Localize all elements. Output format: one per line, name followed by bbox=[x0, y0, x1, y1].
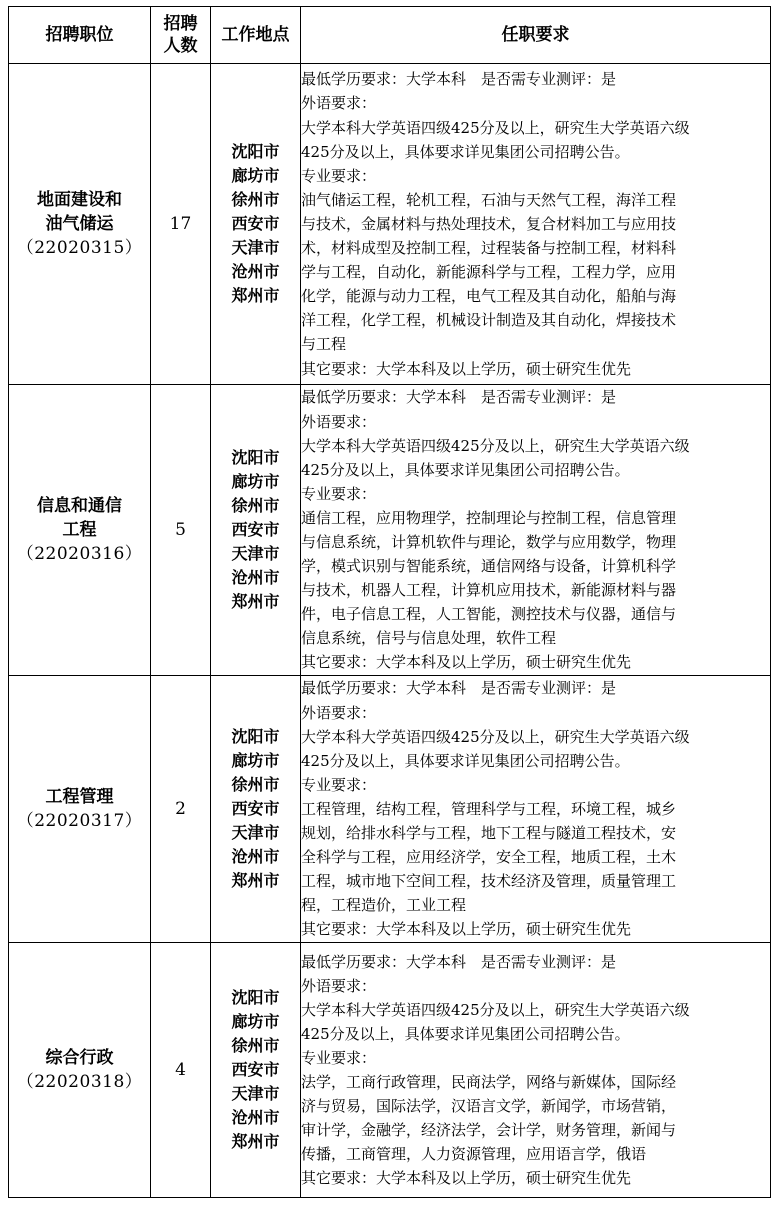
location-cell bbox=[211, 385, 301, 676]
location-item: 天津市 bbox=[231, 1084, 280, 1103]
req-line: 外语要求： bbox=[301, 703, 377, 722]
req-line: 程，工程造价，工业工程 bbox=[301, 896, 467, 915]
req-line: 审计学，金融学，经济法学，会计学，财务管理，新闻与 bbox=[301, 1121, 677, 1140]
req-line: 洋工程，化学工程，机械设计制造及其自动化，焊接技术 bbox=[301, 311, 677, 330]
req-line: 最低学历要求：大学本科 是否需专业测评：是 bbox=[301, 679, 617, 698]
req-line: 425分及以上，具体要求详见集团公司招聘公告。 bbox=[301, 460, 630, 479]
req-line: 其它要求：大学本科及以上学历，硕士研究生优先 bbox=[301, 359, 632, 378]
location-item: 西安市 bbox=[231, 1060, 280, 1079]
position-cell bbox=[9, 64, 151, 385]
location-cell bbox=[211, 943, 301, 1198]
headcount-cell: 2 bbox=[151, 676, 211, 943]
location-item: 廊坊市 bbox=[231, 166, 280, 185]
position-title-line1: 综合行政 bbox=[45, 1048, 114, 1068]
req-line: 与技术，机器人工程，计算机应用技术，新能源材料与器 bbox=[301, 581, 677, 600]
headcount-cell: 4 bbox=[151, 943, 211, 1198]
location-item: 廊坊市 bbox=[231, 472, 280, 491]
req-line: 专业要求： bbox=[301, 775, 377, 794]
req-line: 油气储运工程，轮机工程，石油与天然气工程，海洋工程 bbox=[301, 190, 677, 209]
position-cell bbox=[9, 385, 151, 676]
req-line: 化学，能源与动力工程，电气工程及其自动化，船舶与海 bbox=[301, 287, 677, 306]
position-cell bbox=[9, 676, 151, 943]
location-item: 徐州市 bbox=[231, 190, 280, 209]
req-line: 法学，工商行政管理，民商法学，网络与新媒体，国际经 bbox=[301, 1073, 677, 1091]
req-line: 专业要求： bbox=[301, 166, 377, 185]
recruitment-table bbox=[8, 6, 771, 1198]
req-line: 专业要求： bbox=[301, 1048, 377, 1067]
req-line: 与工程 bbox=[301, 335, 347, 354]
location-item: 西安市 bbox=[231, 520, 280, 539]
location-item: 天津市 bbox=[231, 238, 280, 257]
req-line: 最低学历要求：大学本科 是否需专业测评：是 bbox=[301, 388, 617, 407]
location-item: 天津市 bbox=[231, 544, 280, 563]
req-line: 学，模式识别与智能系统，通信网络与设备，计算机科学 bbox=[301, 557, 677, 576]
location-item: 廊坊市 bbox=[231, 1012, 280, 1031]
req-line: 外语要求： bbox=[301, 976, 377, 995]
headcount-cell: 5 bbox=[151, 385, 211, 676]
position-code: （22020317） bbox=[16, 811, 143, 831]
table-row bbox=[9, 676, 771, 943]
location-item: 郑州市 bbox=[231, 1132, 280, 1151]
location-cell bbox=[211, 64, 301, 385]
req-line: 大学本科大学英语四级425分及以上，研究生大学英语六级 bbox=[301, 727, 690, 746]
header-requirements: 任职要求 bbox=[301, 7, 771, 64]
location-item: 沈阳市 bbox=[231, 448, 280, 467]
header-position: 招聘职位 bbox=[9, 7, 151, 64]
req-line: 最低学历要求：大学本科 是否需专业测评：是 bbox=[301, 952, 617, 971]
req-line: 工程管理，结构工程，管理科学与工程，环境工程，城乡 bbox=[301, 799, 677, 818]
req-line: 术，材料成型及控制工程，过程装备与控制工程，材料科 bbox=[301, 239, 677, 258]
req-line: 外语要求： bbox=[301, 412, 377, 431]
location-item: 沧州市 bbox=[231, 568, 280, 587]
req-line: 通信工程，应用物理学，控制理论与控制工程，信息管理 bbox=[301, 508, 677, 527]
table-row bbox=[9, 943, 771, 1198]
req-line: 最低学历要求：大学本科 是否需专业测评：是 bbox=[301, 70, 617, 89]
req-line: 济与贸易，国际法学，汉语言文学，新闻学，市场营销， bbox=[301, 1097, 677, 1116]
req-line: 传播，工商管理，人力资源管理，应用语言学，俄语 bbox=[301, 1145, 647, 1164]
header-count-line2: 人数 bbox=[163, 36, 198, 56]
location-item: 西安市 bbox=[231, 799, 280, 818]
req-line: 425分及以上，具体要求详见集团公司招聘公告。 bbox=[301, 751, 630, 770]
req-line: 大学本科大学英语四级425分及以上，研究生大学英语六级 bbox=[301, 118, 690, 137]
location-cell bbox=[211, 676, 301, 943]
position-title-line1: 信息和通信 bbox=[37, 496, 122, 516]
header-count-line1: 招聘 bbox=[163, 14, 198, 34]
headcount-cell: 17 bbox=[151, 64, 211, 385]
req-line: 规划，给排水科学与工程，地下工程与隧道工程技术，安 bbox=[301, 824, 677, 843]
req-line: 425分及以上，具体要求详见集团公司招聘公告。 bbox=[301, 1024, 630, 1043]
location-item: 徐州市 bbox=[231, 496, 280, 515]
requirements-cell bbox=[301, 676, 771, 943]
requirements-cell bbox=[301, 943, 771, 1198]
location-item: 沧州市 bbox=[231, 1108, 280, 1127]
req-line: 425分及以上，具体要求详见集团公司招聘公告。 bbox=[301, 142, 630, 161]
position-code: （22020315） bbox=[16, 238, 143, 258]
req-line: 外语要求： bbox=[301, 94, 377, 113]
location-item: 西安市 bbox=[231, 214, 280, 233]
location-item: 徐州市 bbox=[231, 775, 280, 794]
table-row bbox=[9, 64, 771, 385]
location-item: 沈阳市 bbox=[231, 988, 280, 1007]
req-line: 全科学与工程，应用经济学，安全工程，地质工程，土木 bbox=[301, 848, 677, 867]
req-line: 大学本科大学英语四级425分及以上，研究生大学英语六级 bbox=[301, 1000, 690, 1019]
req-line: 与信息系统，计算机软件与理论，数学与应用数学，物理 bbox=[301, 533, 677, 551]
requirements-cell bbox=[301, 64, 771, 385]
location-item: 沧州市 bbox=[231, 847, 280, 866]
location-item: 郑州市 bbox=[231, 592, 280, 611]
req-line: 信息系统，信号与信息处理，软件工程 bbox=[301, 629, 557, 648]
req-line: 件，电子信息工程，人工智能，测控技术与仪器，通信与 bbox=[301, 605, 677, 624]
req-line: 其它要求：大学本科及以上学历，硕士研究生优先 bbox=[301, 920, 632, 939]
location-item: 徐州市 bbox=[231, 1036, 280, 1055]
position-title-line2: 油气储运 bbox=[45, 214, 114, 234]
position-title-line2: 工程 bbox=[62, 520, 97, 540]
req-line: 大学本科大学英语四级425分及以上，研究生大学英语六级 bbox=[301, 436, 690, 455]
position-cell bbox=[9, 943, 151, 1198]
location-item: 沈阳市 bbox=[231, 727, 280, 746]
position-code: （22020316） bbox=[16, 544, 143, 564]
req-line: 学与工程，自动化，新能源科学与工程，工程力学，应用 bbox=[301, 263, 677, 282]
header-count bbox=[151, 7, 211, 64]
location-item: 郑州市 bbox=[231, 286, 280, 305]
location-item: 郑州市 bbox=[231, 871, 280, 890]
position-code: （22020318） bbox=[16, 1072, 143, 1092]
req-line: 工程，城市地下空间工程，技术经济及管理，质量管理工 bbox=[301, 872, 677, 891]
requirements-cell bbox=[301, 385, 771, 676]
position-title-line1: 地面建设和 bbox=[37, 190, 122, 210]
req-line: 其它要求：大学本科及以上学历，硕士研究生优先 bbox=[301, 653, 632, 672]
position-title-line1: 工程管理 bbox=[45, 787, 114, 807]
req-line: 其它要求：大学本科及以上学历，硕士研究生优先 bbox=[301, 1169, 632, 1188]
header-location: 工作地点 bbox=[211, 7, 301, 64]
location-item: 廊坊市 bbox=[231, 751, 280, 770]
location-item: 天津市 bbox=[231, 823, 280, 842]
location-item: 沧州市 bbox=[231, 262, 280, 281]
header-row bbox=[9, 7, 771, 64]
req-line: 与技术，金属材料与热处理技术，复合材料加工与应用技 bbox=[301, 214, 677, 233]
location-item: 沈阳市 bbox=[231, 142, 280, 161]
req-line: 专业要求： bbox=[301, 484, 377, 503]
table-row bbox=[9, 385, 771, 676]
